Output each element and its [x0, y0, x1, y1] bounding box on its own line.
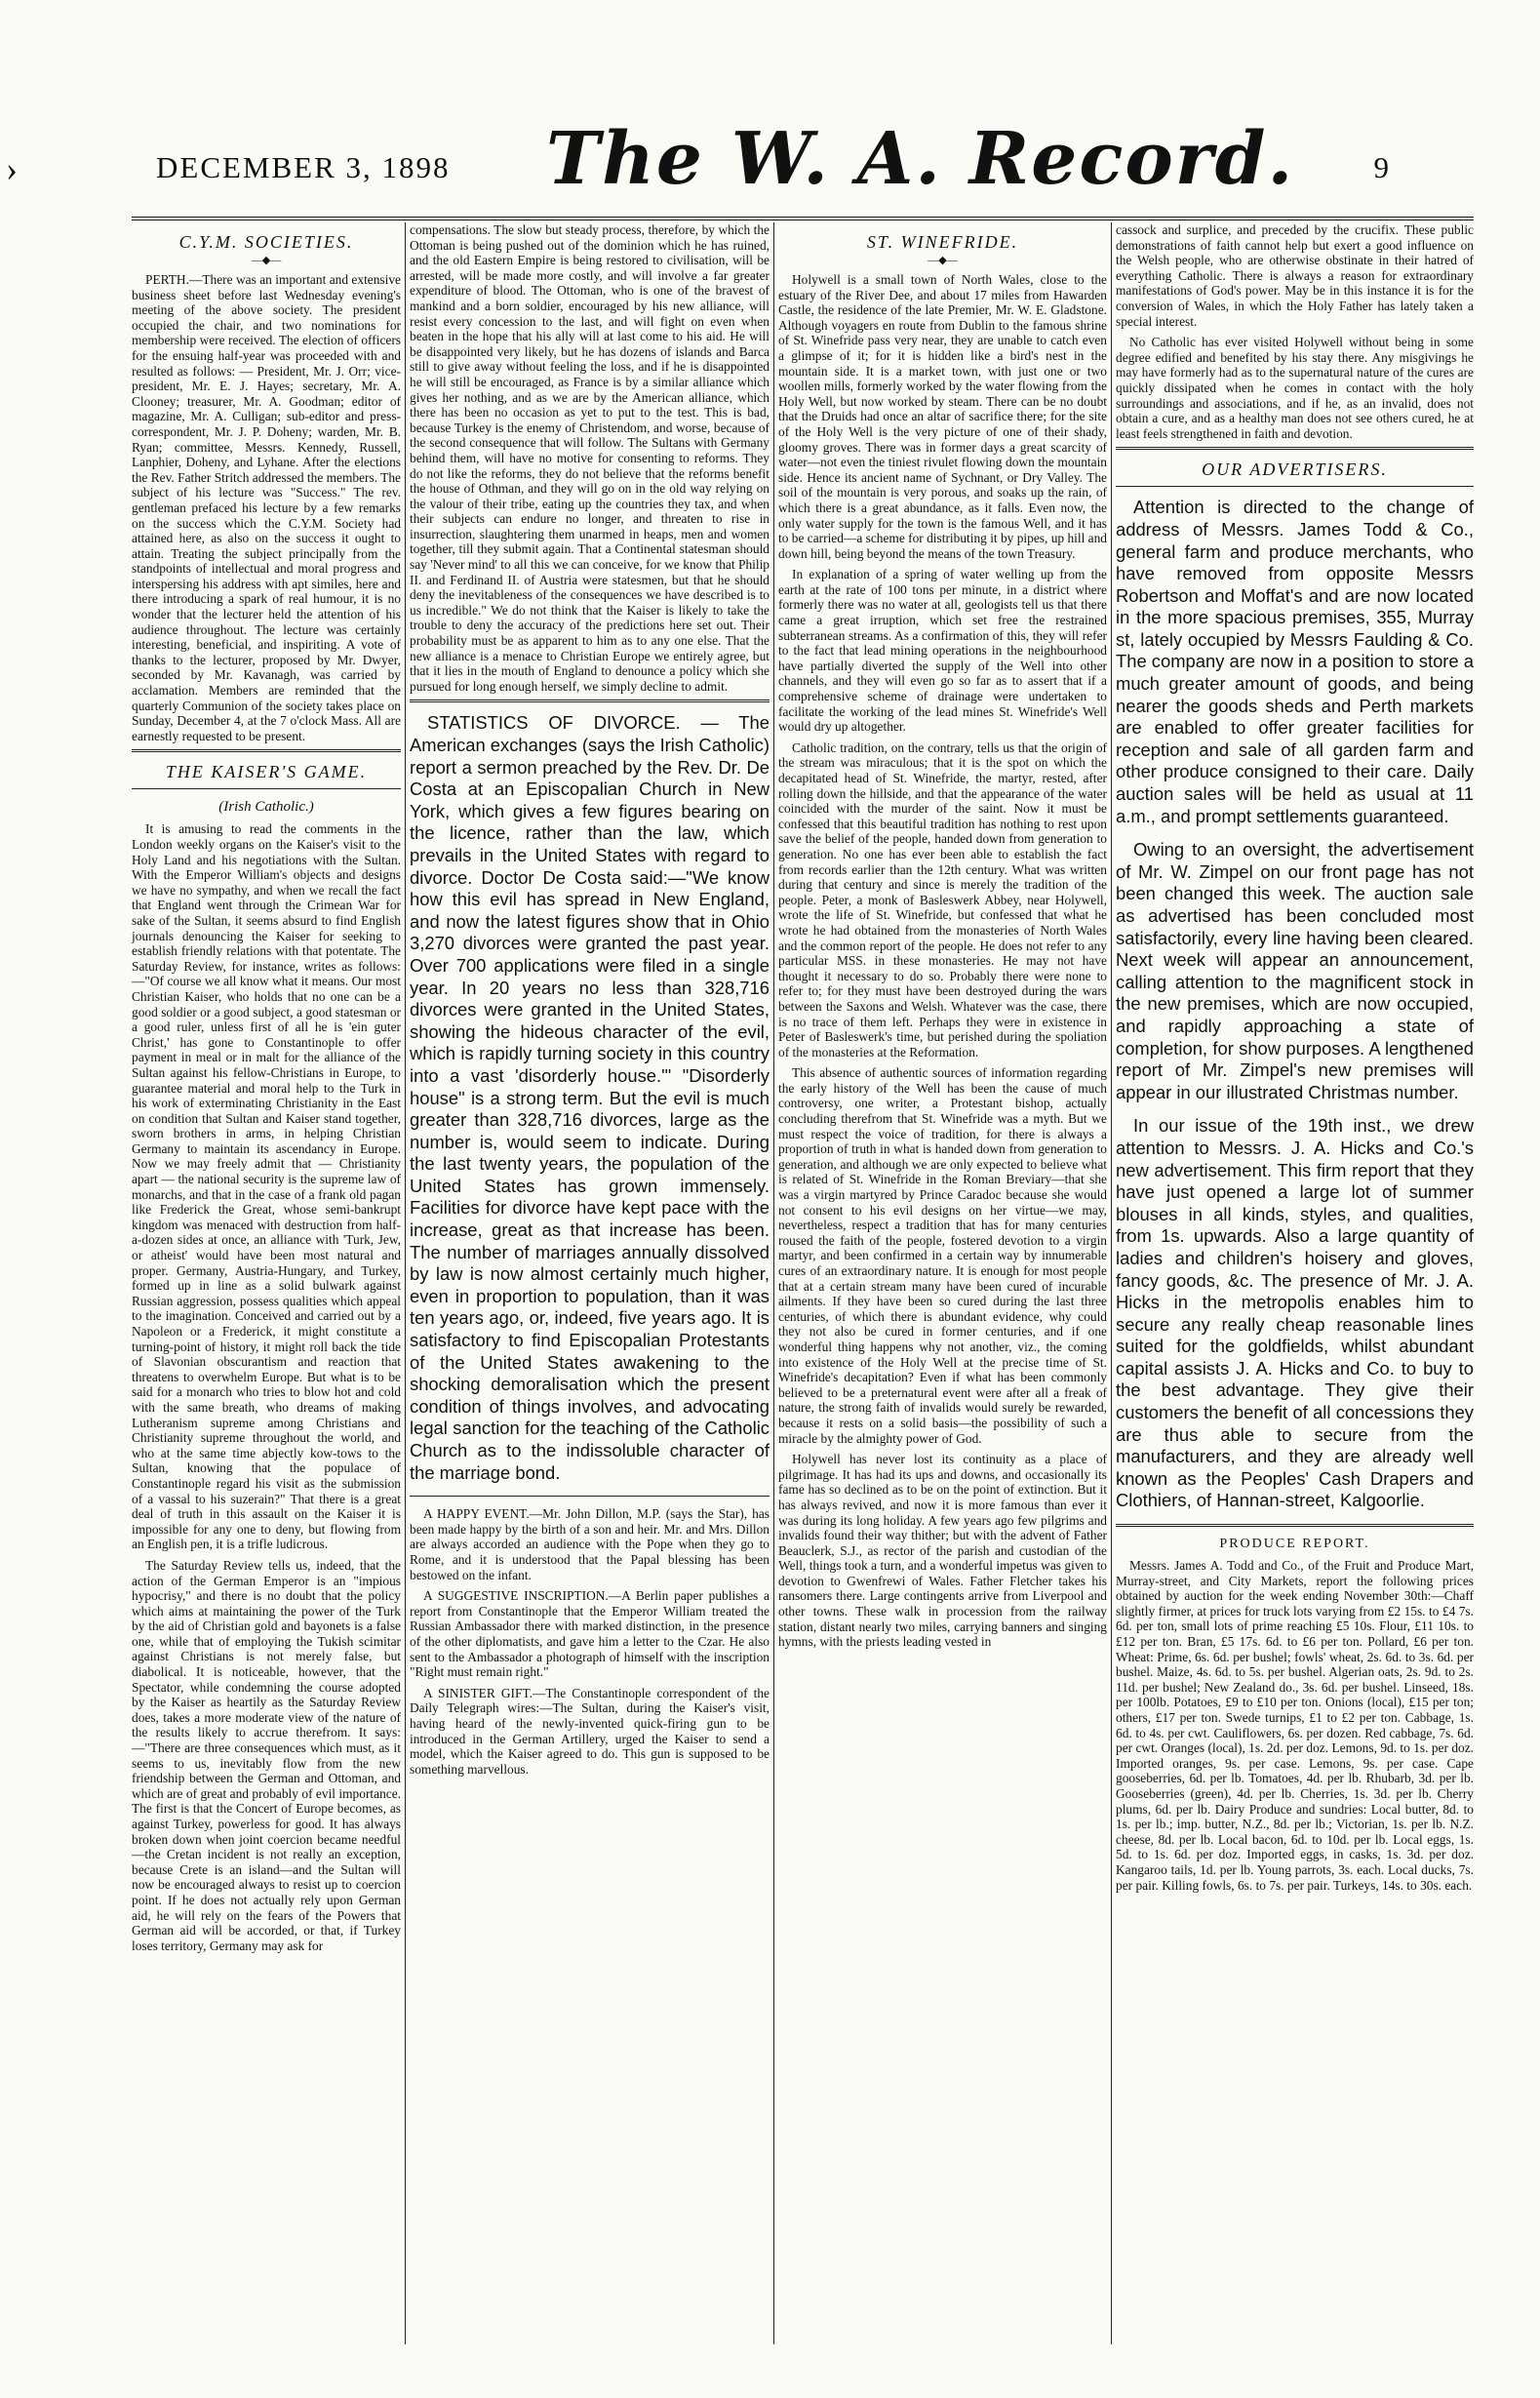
kaiser-source: (Irish Catholic.) [218, 799, 314, 816]
winefride-paragraph: Catholic tradition, on the contrary, tells us that the origin of the stream was miraculous; that it is the spot on which the decapitated head of St. Winefride, the martyr, rested, after rolling down the hillside, and that the appearance of the water coincided with the murder of the saint. Now it must be confessed that this beautiful tradition has nothing to rest upon save the belief of the people, handed down from generation to generation. No one has ever been able to establish the fact from records earlier than the 12th century. What was written during that century and since is merely the tradition of the people. Peter, a monk of Basleswerk Abbey, near Holywell, wrote the life of St. Winefride, but confessed that what he wrote he had obtained from the monasteries of North Wales and the common report of the people. He does not refer to any particular MSS. in these monasteries. He may not have thought it necessary to do so. Probably there were none to refer to; for they must have been destroyed during the wars between the Saxons and Welsh. Whatever was the case, there is no trace of them left. Perhaps they were in existence in Peter of Basleswerk's time, but perished during the spoliation of the monasteries at the Reformation. [778, 739, 1107, 1059]
produce-heading: PRODUCE REPORT. [1219, 1537, 1370, 1552]
kaiser-paragraph: The Saturday Review tells us, indeed, that the action of the German Emperor is an "impious hypocrisy," and there is no doubt that the policy which aims at maintaining the power of the Turk by the aid of Christian gold and bayonets is a false one, while that of employing the Tukish scimitar against Christians is not merely false, but diabolical. It is noticeable, however, that the Spectator, while condemning the course adopted by the Kaiser as heartily as the Saturday Review does, takes a more moderate view of the nature of the results likely to accrue therefrom. It says:—"There are three consequences which must, as it seems to us, inevitably flow from the new friendship between the German and Ottoman, and which are of great and probably of evil importance. The first is that the Concert of Europe becomes, as against Turkey, powerless for good. It has always broken down when joint coercion became needful—the Cretan incident is not really an exception, because Crete is an island—and the Sultan will now be encouraged always to resist up to coercion point. If he does not actually rely upon German aid, he will rely on the fears of the Powers that German aid will be accorded, or that, if Turkey loses territory, Germany may ask for [132, 1557, 401, 1953]
produce-report: Messrs. James A. Todd and Co., of the Fruit and Produce Mart, Murray-street, and City Markets, report the following prices obtained by auction for the week ending November 30th:—Chaff slightly firmer, at prices for truck lots varying from £2 15s. to £4 7s. 6d. per ton, small lots of prime reaching £5 10s. Flour, £11 10s. to £12 per ton. Bran, £5 17s. 6d. to £6 per ton. Pollard, £6 per ton. Wheat: Prime, 6s. 6d. per bushel; fowls' wheat, 2s. 6d. to 3s. 6d. per bushel. Maize, 4s. 6d. to 5s. per bushel. Algerian oats, 2s. 9d. to 2s. 11d. per bushel; New Zealand do., 3s. 6d. per bushel. Linseed, 18s. per 100lb. Potatoes, £9 to £10 per ton. Onions (local), £15 per ton; others, £17 per ton. Swede turnips, £1 to £2 per ton. Cabbage, 1s. 6d. to 4s. per cwt. Cauliflowers, 6s. per dozen. Red cabbage, 7s. 6d. per cwt. Oranges (local), 1s. 2d. per doz. Lemons, 9d. to 1s. per doz. Imported oranges, 9s. per case. Lemons, 9s. per case. Cape gooseberries, 6d. per lb. Tomatoes, 4d. per lb. Rhubarb, 3d. per lb. Gooseberries (green), 4d. per lb. Cherries, 1s. 3d. per lb. Cherry plums, 6d. per lb. Dairy Produce and sundries: Local butter, 8d. to 1s. per lb.; imp. butter, N.Z., 8d. per lb.; Victorian, 1s. per lb. N.Z. cheese, 8d. per lb. Local bacon, 6d. to 10d. per lb. Local eggs, 1s. 5d. to 1s. 6d. per doz. Imported eggs, in casks, 1s. 3d. per doz. Kangaroo tails, 1d. per lb. Young parrots, 3s. each. Local ducks, 7s. per pair. Killing fowls, 6s. to 7s. per pair. Turkeys, 14s. to 30s. each. [1116, 1558, 1474, 1893]
winefride-paragraph: No Catholic has ever visited Holywell without being in some degree edified and benefited by his stay there. Any misgivings he may have formerly had as to the supernatural nature of the cures are quickly dissipated when he comes in contact with the holy surroundings and associations, and if he, as an invalid, does not obtain a cure, and as a healthy man does not see others cured, he at least feels strengthened in faith and devotion. [1116, 335, 1474, 441]
winefride-paragraph: Holywell is a small town of North Wales, close to the estuary of the River Dee, and about 17 miles from Hawarden Castle, the residence of the late Premier, Mr. W. E. Gladstone. Although voyagers en route from Dublin to the famous shrine of St. Winefride pass very near, they are unable to catch even a glimpse of it; for it is hidden like a bird's nest in the mountain side. It is a market town, with just one or two woollen mills, formerly worked by the water flowing from the Holy Well, but now worked by steam. There can be no doubt that the Druids had once an altar of sacrifice there; for the site of the Holy Well is the very picture of one of their shady, gloomy groves. There was in former days a great scarcity of water—not even the tiniest rivulet flowing down the mountain side. Hence its ancient name of Sychnant, or Dry Valley. The soil of the mountain is very porous, and soaks up the rain, of which there is a great abundance, as it falls. Even now, the only water supply for the town is the famous Well, and it has to be carried—a scheme for distributing it by pipes, up hill and down hill, being beyond the means of the town Treasury. [778, 272, 1107, 561]
kaiser-heading: THE KAISER'S GAME. [165, 762, 368, 782]
kaiser-continued: compensations. The slow but steady process, therefore, by which the Ottoman is being pushed out of the dominion which he has ruined, and the old Eastern Empire is being restored to civilisation, will be arrested, will be made more costly, and will involve a far greater expenditure of blood. The Ottoman, who is one of the bravest of mankind and a born soldier, encouraged by his new alliance, will resist every concession to the last, and will fight on even when beaten in the hope that his ally will at last come to his aid. He will be disappointed very likely, but he has dozens of islands and Barca still to give away without feeling the loss, and if he is disappointed he will still be encouraged, as France is by a similar alliance which gives her nothing, and as we are by the American alliance, which there has been no occasion as yet to put to the test. This is bad, because Turkey is the enemy of Christendom, and worse, because of the second consequence that will follow. The Sultans with Germany behind them, will have no motive for consenting to reforms. They do not like the reforms, they do not believe that the reforms benefit the house of Othman, and they will go on in the old way relying on the valour of their tribe, eating up the countries they tax, and when their subjects can endure no longer, and threaten to rise in insurrection, slaughtering them unarmed in heaps, men and women together, till they submit again. That a Continental statesman should say 'Never mind' to all this we can conceive, for we know that Philip II. and Ferdinand II. of Austria were statesmen, but that he should deny the inevitableness of the consequences we have described is to us incredible." We do not think that the Kaiser is likely to take the trouble to deny the accuracy of the predictions here set out. Their probability must be as apparent to him as to any one else. That the new alliance is a menace to Christian Europe we entirely agree, but that it lies in the mouth of England to denounce a policy which she pursued for long enough herself, we simply decline to admit. [410, 222, 770, 694]
column-3 [778, 222, 1107, 2344]
section-rule [410, 699, 770, 702]
advertisers-heading: OUR ADVERTISERS. [1202, 460, 1388, 480]
section-rule [1116, 1524, 1474, 1527]
section-rule [132, 788, 401, 789]
cym-article: PERTH.—There was an important and extensive business sheet before last Wednesday evening's meeting of the above society. The president occupied the chair, and two nominations for membership were received. The election of officers for the ensuing half-year was proceeded with and resulted as follows: — President, Mr. J. Orr; vice-president, Mr. E. J. Hayes; secretary, Mr. A. Clooney; treasurer, Mr. A. Goodman; editor of magazine, Mr. A. Culligan; sub-editor and press-correspondent, Mr. J. P. Doheny; warden, Mr. B. Ryan; committee, Messrs. Kennedy, Russell, Lanphier, Doheny, and Lyhane. After the elections the Rev. Father Stritch addressed the members. The subject of his lecture was "Success." The rev. gentleman prefaced his lecture by a few remarks on the success which the C.Y.M. Society had attained here, as also on the success it ought to attain. Treating the subject principally from the standpoints of intellectual and moral progress and interspersing his address with apt similes, here and there introducing a spark of real humour, it is no wonder that the lecturer held the attention of his audience throughout. The lecture was certainly interesting, beneficial, and inspiriting. A vote of thanks to the lecturer, proposed by Mr. Dwyer, seconded by Mr. Kavanagh, was carried by acclamation. Members are reminded that the quarterly Communion of the society takes place on Sunday, December 4, at the 7 o'clock Mass. All are earnestly requested to be present. [132, 272, 401, 743]
winefride-paragraph: In explanation of a spring of water welling up from the earth at the rate of 100 tons per minute, in a district where formerly there was no water at all, geologists tell us that there came a great irruption, which set free the restrained subterranean streams. As a confirmation of this, they will refer to the fact that lead mining operations in the neighbourhood have partially diverted the supply of the Well into other channels, and they will even go so far as to assert that if a comprehensive scheme of drainage were undertaken to facilitate the working of the lead mines St. Winefride's Well would dry up altogether. [778, 567, 1107, 735]
margin-mark: › [6, 149, 18, 188]
section-rule [410, 1496, 770, 1497]
happy-event-article: A HAPPY EVENT.—Mr. John Dillon, M.P. (says the Star), has been made happy by the birth of a son and heir. Mr. and Mrs. Dillon are always accorded an audience with the Pope when they go to Rome, and it is understood that the Papal blessing has been bestowed on the infant. [410, 1506, 770, 1582]
masthead [29, 117, 1511, 224]
section-rule [1116, 486, 1474, 487]
column-divider [773, 222, 774, 2344]
section-rule [132, 749, 401, 752]
masthead-rule [132, 217, 1474, 220]
column-1 [132, 222, 401, 2344]
newspaper-title: The W. A. Record. [546, 117, 1295, 201]
column-4 [1116, 222, 1474, 2344]
advertisers-paragraph: Attention is directed to the change of address of Messrs. James Todd & Co., general farm and produce merchants, who have removed from opposite Messrs Robertson and Moffat's and are now located in the more spacious premises, 355, Murray st, lately occupied by Messrs Faulding & Co. The company are now in a position to store a much greater amount of goods, and being nearer the goods sheds and Perth markets are enabled to offer greater facilities for reception and sale of all garden farm and other produce consigned to their care. Daily auction sales will be held as usual at 11 a.m., and prompt settlements guaranteed. [1116, 497, 1474, 826]
kaiser-paragraph: It is amusing to read the comments in the London weekly organs on the Kaiser's visit to the Holy Land and his negotiations with the Sultan. With the Emperor William's objects and designs we have no sympathy, and when we recall the fact that England went through the Crimean War for sake of the Sultan, it seems absurd to find English journals denouncing the Kaiser for seeking to establish friendly relations with that potentate. The Saturday Review, for instance, writes as follows:—"Of course we all know what it means. Our most Christian Kaiser, who holds that no one can be a good soldier or a good subject, a good statesman or a good ruler, unless first of all he is 'ein guter Christ,' has gone to Constantinople to offer payment in meal or in malt for the alliance of the Sultan against his fellow-Christians in Europe, to guarantee material and moral help to the Turk in his work of exterminating Christianity in the East on condition that Sultan and Kaiser stand together, sworn brothers in arms, in helping Christian Germany to maintain its ascendancy in Europe. Now we may freely admit that — Christianity apart — the national security is the supreme law of monarchs, and that in the case of a frank old pagan like Frederick the Great, whose semi-bankrupt kingdom was menaced with destruction from half-a-dozen sides at once, an alliance with 'Turk, Jew, or atheist' would have been most natural and proper. Germany, Austria-Hungary, and Turkey, formed up in line as a solid bulwark against Russian aggression, possess qualities which appeal to the imagination. Conceived and carried out by a Napoleon or a Frederick, it might constitute a turning-point of history, it might roll back the tide of Slavonian obscurantism and reaction that threatens to overwhelm Europe. But what is to be said for a monarch who tries to blow hot and cold with the same breath, who dreams of making Lutheranism supreme among Christians and Christianity supreme throughout the world, and who at the same time abjectly kow-tows to the Sultan, knowing that the populace of Constantinople regard his visit as the submission of a vassal to his suzerain?" That there is a great deal of truth in this assault on the Kaiser it is impossible for any one to deny, but flowing from an English pen, it is a trifle ludicrous. [132, 821, 401, 1552]
winefride-paragraph: This absence of authentic sources of information regarding the early history of the Well has been the cause of much controversy, one writer, a Protestant bishop, actually concluding therefrom that St. Winefride was a myth. But we must respect the voice of tradition, for there is always a proportion of truth in what is handed down from generation to generation, and although we are only expected to believe what is related of St. Winefride in the Roman Breviary—that she was a virgin martyred by Prince Caradoc because she would not consent to his evil designs on her virtue—we may, nevertheless, respect a tradition that has for many centuries roused the faith of the people, fostered devotion to a virgin martyr, and been confirmed in a certain way by innumerable cures of an extraordinary nature. It is enough for most people that at a certain stream many have been cured of incurable ailments. If they have been so cured during the last three centuries, of which there is abundant evidence, why could they not also be cured in former centuries, and if one wonderful thing happens why not another, viz., the coming into existence of the Holy Well at the precise time of St. Winefride's decapitation? Even if what has been commonly believed to be a preternatural event were after all a freak of nature, the strong faith of invalids would surely be rewarded, because it rests on a solid basis—the possibility of such a miracle by the almighty power of God. [778, 1065, 1107, 1446]
ornament-diamond: —◆— [928, 255, 958, 266]
issue-date: DECEMBER 3, 1898 [156, 150, 451, 184]
column-2 [410, 222, 770, 2344]
winefride-heading: ST. WINEFRIDE. [866, 232, 1019, 252]
cym-heading: C.Y.M. SOCIETIES. [178, 232, 354, 252]
advertisers-paragraph: Owing to an oversight, the advertisement of Mr. W. Zimpel on our front page has not been changed this week. The auction sale as advertised has been concluded most satisfactorily, every line having been cleared. Next week will appear an announcement, calling attention to the magnificent stock in the new premises, which are now occupied, and rapidly approaching a state of completion, for show purposes. A lengthened report of Mr. Zimpel's new premises will appear in our illustrated Christmas number. [1116, 839, 1474, 1102]
winefride-continued: cassock and surplice, and preceded by the crucifix. These public demonstrations of faith cannot help but exert a good influence on the Welsh people, who are otherwise obstinate in their hatred of everything Catholic. There is always a reason for extraordinary manifestations of God's power. May be in this instance it is for the conversion of Wales, in which the Holy Father has lately taken a special interest. [1116, 222, 1474, 329]
ornament-diamond: —◆— [251, 255, 282, 266]
column-divider [405, 222, 406, 2344]
inscription-article: A SUGGESTIVE INSCRIPTION.—A Berlin paper publishes a report from Constantinople that the Emperor William treated the Russian Ambassador there with marked distinction, in the presence of the other diplomatists, and gave him a letter to the Czar. He also sent to the Ambassador a photograph of himself with the inscription "Right must remain right." [410, 1588, 770, 1680]
divorce-article: STATISTICS OF DIVORCE. — The American exchanges (says the Irish Catholic) report a sermon preached by the Rev. Dr. De Costa at an Episcopalian Church in New York, which gives a few figures bearing on the licence, rather than the law, which prevails in the United States with regard to divorce. Doctor De Costa said:—"We know how this evil has spread in New England, and now the latest figures show that in Ohio 3,270 divorces were granted the past year. Over 700 applications were filed in a single year. In 20 years no less than 328,716 divorces were granted in the United States, showing the hideous character of the evil, which is rapidly turning society in this country into a vast 'disorderly house.'" "Disorderly house" is a strong term. But the evil is much greater than 328,716 divorces, large as the number is, would seem to indicate. During the last twenty years, the population of the United States has grown immensely. Facilities for divorce have kept pace with the increase, great as that increase has been. The number of marriages annually dissolved by law is now almost certainly much higher, even in proportion to population, than it was ten years ago, or, indeed, five years ago. It is satisfactory to find Episcopalian Protestants of the United States awakening to the shocking demoralisation which the present condition of things involves, and advocating legal sanction for the teaching of the Catholic Church as to the indissoluble character of the marriage bond. [410, 712, 770, 1483]
sinister-gift-article: A SINISTER GIFT.—The Constantinople correspondent of the Daily Telegraph wires:—The Sultan, during the Kaiser's visit, having heard of the newly-invented quick-firing gun to be introduced in the German Artillery, urged the Kaiser to send a model, which the Kaiser agreed to do. This gun is supposed to be something marvellous. [410, 1685, 770, 1777]
advertisers-paragraph: In our issue of the 19th inst., we drew attention to Messrs. J. A. Hicks and Co.'s new advertisement. This firm report that they have just opened a large lot of summer blouses in all kinds, styles, and qualities, from 1s. upwards. Also a large quantity of ladies and children's hoisery and gloves, fancy goods, &c. The presence of Mr. J. A. Hicks in the metropolis enables him to secure any really cheap reasonable lines suited for the goldfields, whilst abundant capital assists J. A. Hicks and Co. to buy to the best advantage. They give their customers the benefit of all concessions they are thus able to secure from the manufacturers, and they are already well known as the Peoples' Cash Drapers and Clothiers, of Hannan-street, Kalgoorlie. [1116, 1115, 1474, 1511]
page-number: 9 [1373, 150, 1389, 184]
column-divider [1111, 222, 1112, 2344]
section-rule [1116, 447, 1474, 450]
winefride-paragraph: Holywell has never lost its continuity as a place of pilgrimage. It has had its ups and downs, and occasionally its fame has so declined as to be on the point of extinction. But it has always revived, and now it is more famous than ever it was during its long holiday. A few years ago few pilgrims and invalids found their way thither; but with the advent of Father Beauclerk, S.J., as rector of the parish and custodian of the Well, things took a turn, and a wonderful impetus was given to devotion to Gwenfrewi of Wales. Father Fletcher takes his ransomers there. Large contingents arrive from Liverpool and other towns. These walk in procession from the railway station, distant nearly two miles, carrying banners and singing hymns, with the priests leading vested in [778, 1452, 1107, 1650]
